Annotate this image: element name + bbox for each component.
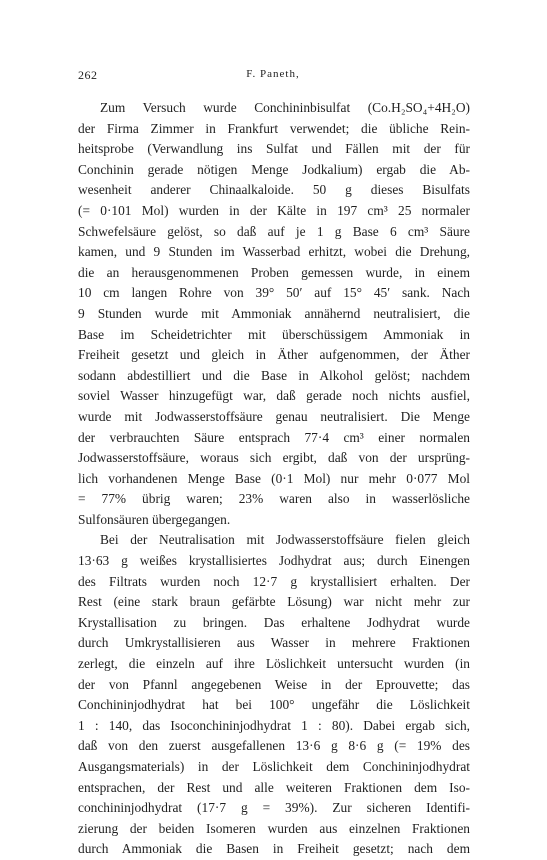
text-line: zerlegt, die einzeln auf ihre Löslichkeit untersucht wurden (in bbox=[78, 656, 470, 672]
text-line: Schwefelsäure gelöst, so daß auf je 1 g Base 6 cm³ Säure bbox=[78, 223, 470, 239]
text-line: durch Umkrystallisieren aus Wasser in mehrere Fraktionen bbox=[78, 635, 470, 651]
text-line: Freiheit gesetzt und gleich in Äther aufgenommen, der Äther bbox=[78, 347, 470, 363]
page-header bbox=[78, 68, 468, 86]
text-line: 13·63 g weißes krystallisiertes Jodhydrat aus; durch Einengen bbox=[78, 553, 470, 569]
text-line: Bei der Neutralisation mit Jodwasserstoffsäure fielen gleich bbox=[100, 532, 470, 548]
text-line: die an herausgenommenen Proben gemessen wurde, in einem bbox=[78, 264, 470, 280]
text-line: kamen, und 9 Stunden im Wasserbad erhitzt, wobei die Drehung, bbox=[78, 244, 470, 260]
text-line: entsprachen, der Rest und alle weiteren Fraktionen dem Iso- bbox=[78, 779, 470, 795]
text-line: Ausgangsmaterials) in der Löslichkeit dem Conchininjodhydrat bbox=[78, 759, 470, 774]
text-line: soviel Wasser hinzugefügt war, daß gerade noch nichts ausfiel, bbox=[78, 388, 470, 404]
text-line: wesenheit anderer Chinaalkaloide. 50 g dieses Bisulfats bbox=[78, 182, 470, 198]
text-line: Conchininjodhydrat hat bei 100° ungefähr die Löslichkeit bbox=[78, 697, 470, 713]
text-line: des Filtrats wurden noch 12·7 g krystallisiert erhalten. Der bbox=[78, 573, 470, 589]
text-line: Conchinin gerade nötigen Menge Jodkalium) ergab die Ab- bbox=[78, 161, 470, 177]
running-head: F. Paneth, bbox=[246, 68, 300, 80]
text-line: 1 : 140, das Isoconchininjodhydrat 1 : 80). Dabei ergab sich, bbox=[78, 717, 470, 733]
text-line: 10 cm langen Rohre von 39° 50′ auf 15° 45′ sank. Nach bbox=[78, 285, 470, 301]
text-line: 9 Stunden wurde mit Ammoniak annähernd neutralisiert, die bbox=[78, 305, 470, 321]
text-line: conchininjodhydrat (17·7 g = 39%). Zur sicheren Identifi- bbox=[78, 800, 470, 816]
text-line: der verbrauchten Säure entsprach 77·4 cm³ einer normalen bbox=[78, 429, 470, 445]
text-line: wurde mit Jodwasserstoffsäure genau neutralisiert. Die Menge bbox=[78, 408, 470, 424]
body-text bbox=[78, 98, 470, 860]
text-line: Rest (eine stark braun gefärbte Lösung) war nicht mehr zur bbox=[78, 594, 470, 610]
text-line: zierung der beiden Isomeren wurden aus einzelnen Fraktionen bbox=[78, 820, 470, 836]
text-line: Base im Scheidetrichter mit überschüssigem Ammoniak in bbox=[78, 326, 470, 342]
text-line: durch Ammoniak die Basen in Freiheit gesetzt; nach dem bbox=[78, 841, 470, 857]
text-line: Krystallisation zu bringen. Das erhaltene Jodhydrat wurde bbox=[78, 614, 470, 630]
page-number: 262 bbox=[78, 68, 98, 82]
text-line: lich vorhandenen Menge Base (0·1 Mol) nur mehr 0·077 Mol bbox=[78, 470, 470, 486]
text-line: sodann abdestilliert und die Base in Alkohol gelöst; nachdem bbox=[78, 367, 470, 383]
text-line: der von Pfannl angegebenen Weise in der Eprouvette; das bbox=[78, 676, 470, 692]
text-line: Sulfonsäuren übergegangen. bbox=[78, 511, 231, 527]
text-line: = 77% übrig waren; 23% waren also in wasserlösliche bbox=[78, 491, 470, 507]
text-line: Jodwasserstoffsäure, woraus sich ergibt, daß von der ursprüng- bbox=[78, 450, 470, 466]
text-line: Zum Versuch wurde Conchininbisulfat (Co.H₂SO₄+4H₂O) bbox=[100, 100, 470, 115]
text-line: der Firma Zimmer in Frankfurt verwendet; die übliche Rein- bbox=[78, 120, 470, 136]
text-line: heitsprobe (Verwandlung ins Sulfat und Fällen mit der für bbox=[78, 141, 470, 157]
text-line: daß von den zuerst ausgefallenen 13·6 g 8·6 g (= 19% des bbox=[78, 738, 470, 754]
text-line: (= 0·101 Mol) wurden in der Kälte in 197 cm³ 25 normaler bbox=[78, 202, 470, 218]
